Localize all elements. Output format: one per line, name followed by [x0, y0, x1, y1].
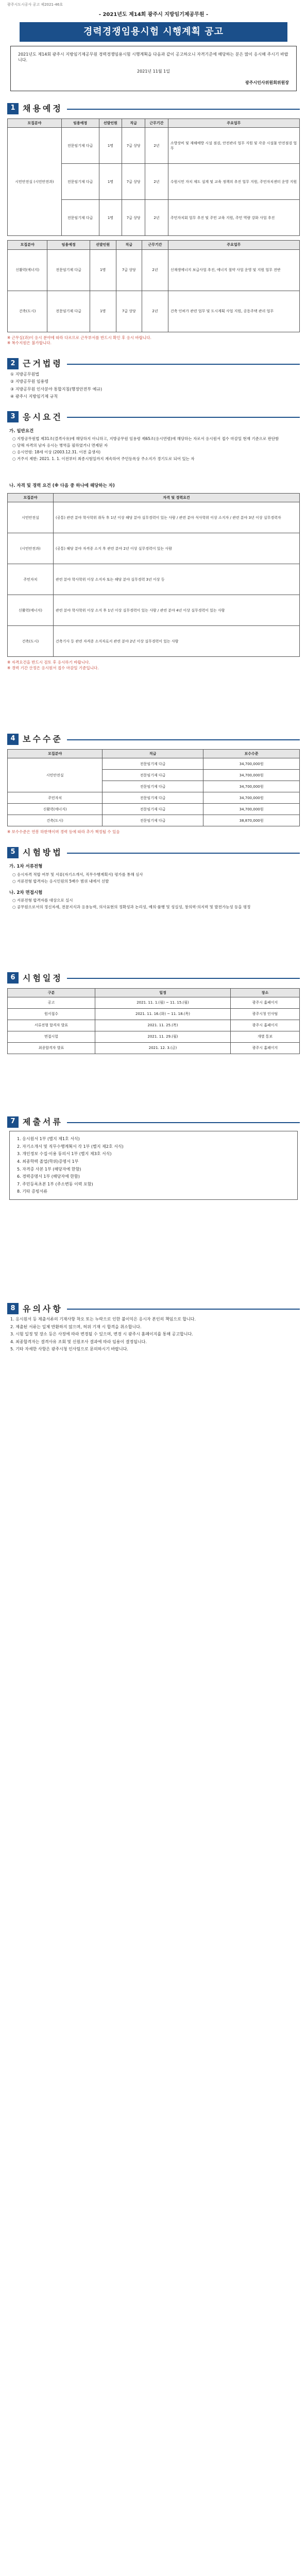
section-number: 5 — [7, 847, 19, 858]
table-cell: 신활력(에너지) — [8, 249, 47, 291]
table-header: 일정 — [95, 988, 230, 997]
intro-body: 2021년도 제14회 광주시 지방임기제공무원 경력경쟁임용시험 시행계획을 다음과 같이 공고하오니 자격기준에 해당하는 분은 많이 응시해 주시기 바랍니다. — [18, 52, 288, 63]
table-cell: 광주시 홈페이지 — [231, 1020, 300, 1031]
qualification-text: ○ 당해 자격의 남자 응시는 병역을 필하였거나 면제된 자 — [12, 443, 108, 448]
table-header: 임용예정 — [61, 119, 99, 128]
section-schedule — [7, 972, 300, 1054]
documents-box — [9, 1131, 298, 1200]
exam-text: ○ 응시자격 적합 여부 및 서류(자기소개서, 직무수행계획서) 평가를 통해 심사 — [12, 872, 143, 877]
qualification-text: ○ 거주지 제한: 2021. 1. 1. 이전부터 최종시험일까지 계속하여 주민등록상 주소지가 경기도로 되어 있는 자 — [12, 456, 195, 462]
table-cell: 전문임기제 다급 — [103, 770, 203, 781]
table-cell: 관련 분야 학사학위 이상 소지자 또는 해당 분야 실무경력 3년 이상 등 — [54, 564, 300, 595]
table-row — [8, 804, 300, 815]
table-cell: 전문임기제 다급 — [103, 792, 203, 804]
table-row — [8, 564, 300, 595]
table-cell: 2년 — [145, 200, 168, 236]
table-row — [8, 1008, 300, 1020]
section-title: 근거법령 — [23, 359, 63, 369]
salary-table — [7, 749, 300, 826]
notice-item: 2. 제출된 서류는 일체 반환하지 않으며, 허위 기재 시 합격을 취소합니다. — [10, 1324, 142, 1329]
table-cell: 1명 — [99, 128, 122, 164]
table-header: 주요업무 — [168, 241, 299, 249]
table-header: 직급 — [122, 119, 145, 128]
section-number: 8 — [7, 1303, 19, 1314]
table-cell: 주민자치 — [8, 564, 54, 595]
table-cell: 7급 상당 — [122, 200, 145, 236]
notice-item: 5. 기타 자세한 사항은 광주시청 인사팀으로 문의하시기 바랍니다. — [10, 1347, 128, 1352]
table-cell: 2021. 11. 25.(목) — [95, 1020, 230, 1031]
qualification-table — [7, 493, 300, 657]
table-cell: 전문임기제 다급 — [47, 291, 90, 332]
table-cell: 7급 상당 — [122, 164, 145, 200]
qualification-heading: 가. 일반요건 — [9, 429, 34, 434]
table-row — [8, 626, 300, 657]
table-header: 근무기간 — [142, 241, 168, 249]
table-cell: (공통) 해당 분야 자격증 소지 후 관련 분야 2년 이상 실무경력이 있는 사람 — [54, 533, 300, 564]
section-number: 1 — [7, 103, 19, 114]
table-row — [8, 792, 300, 804]
table-cell: 전문임기제 다급 — [103, 815, 203, 826]
table-cell: 7급 상당 — [116, 291, 142, 332]
table-cell: (시민안전과) — [8, 533, 54, 564]
top-caption: 광주시도시공사 공고 제2021-46호 — [7, 3, 63, 7]
exam-heading: 나. 2차 면접시험 — [9, 890, 43, 895]
table-cell: 2021. 11. 16.(화) ~ 11. 18.(목) — [95, 1008, 230, 1020]
section-recruit — [7, 103, 300, 346]
law-item: ① 지방공무원법 — [10, 371, 40, 377]
section-salary — [7, 733, 300, 835]
table-cell: 7급 상당 — [116, 249, 142, 291]
table-cell: 건축 인허가 관련 업무 및 도시계획 사업 지원, 공동주택 관리 업무 — [168, 291, 299, 332]
notice-item: 3. 시험 일정 및 장소 등은 사정에 따라 변경될 수 있으며, 변경 시 광주시 홈페이지를 통해 공고합니다. — [10, 1332, 193, 1337]
notice-subtitle: - 2021년도 제14회 광주시 지방임기제공무원 - — [98, 12, 209, 18]
notice-title: 경력경쟁임용시험 시행계획 공고 — [20, 22, 287, 42]
table-header: 모집분야 — [8, 241, 47, 249]
table-cell: 전문임기제 다급 — [61, 200, 99, 236]
recruit-table-2 — [7, 240, 300, 332]
table-cell: 38,870,000원 — [203, 815, 300, 826]
document-item: 7. 주민등록초본 1부 (주소변동 이력 포함) — [17, 1181, 93, 1187]
table-cell: 전문임기제 다급 — [61, 164, 99, 200]
table-cell: 개별 통보 — [231, 1031, 300, 1042]
qualification-text: ○ 지방공무원법 제31조(결격사유)에 해당하지 아니하고, 지방공무원 임용령 제65조(응시연령)에 해당하는 자로서 응시원서 접수 마감일 현재 기준으로 판단함 — [12, 436, 279, 442]
section-title: 보수수준 — [23, 734, 63, 744]
exam-text: ○ 서류전형 합격자를 대상으로 실시 — [12, 897, 73, 903]
table-cell: 전문임기제 다급 — [47, 249, 90, 291]
table-header: 자격 및 경력요건 — [54, 494, 300, 502]
section-qualification — [7, 411, 300, 671]
section-title: 응시요건 — [23, 412, 63, 422]
qualification-note: ※ 경력 기간 산정은 응시원서 접수 마감일 기준입니다. — [7, 666, 99, 671]
recruit-note: ※ 근무실(과)이 응시 분야에 따라 다르므로 근무부서를 반드시 확인 후 응시 바랍니다. — [7, 335, 151, 340]
table-cell: 전문임기제 다급 — [103, 758, 203, 770]
table-row — [8, 758, 300, 770]
table-row — [8, 997, 300, 1008]
table-cell: 광주시 홈페이지 — [231, 997, 300, 1008]
table-cell: 2년 — [145, 128, 168, 164]
table-cell: 광주시 홈페이지 — [231, 1042, 300, 1054]
qualification-text: ○ 응시연령: 18세 이상 (2003.12.31. 이전 출생자) — [12, 450, 101, 455]
table-cell: 원서접수 — [8, 1008, 95, 1020]
table-header: 구분 — [8, 988, 95, 997]
table-cell: 건축(도시) — [8, 291, 47, 332]
table-row — [8, 1020, 300, 1031]
section-title: 유의사항 — [23, 1303, 63, 1314]
table-cell: 시민안전실 — [8, 502, 54, 533]
table-header: 임용예정 — [47, 241, 90, 249]
table-row — [8, 291, 300, 332]
table-cell: 건축(도시) — [8, 626, 54, 657]
table-cell: 2년 — [145, 164, 168, 200]
exam-heading: 가. 1차 서류전형 — [9, 864, 43, 870]
table-cell: 7급 상당 — [122, 128, 145, 164]
table-cell: 34,700,000원 — [203, 804, 300, 815]
table-cell: 시민안전실 — [8, 758, 103, 792]
section-law — [7, 358, 300, 400]
table-cell: 1명 — [99, 200, 122, 236]
table-header: 모집분야 — [8, 119, 62, 128]
table-cell: 신재생에너지 보급사업 추진, 에너지 절약 사업 운영 및 지원 업무 전반 — [168, 249, 299, 291]
table-row — [8, 502, 300, 533]
document-item: 6. 경력증명서 1부 (해당자에 한함) — [17, 1174, 80, 1179]
table-cell: 2021. 12. 3.(금) — [95, 1042, 230, 1054]
table-cell: 건축기사 등 관련 자격증 소지자로서 관련 분야 2년 이상 실무경력이 있는 사람 — [54, 626, 300, 657]
table-cell: 1명 — [99, 164, 122, 200]
table-cell: 1명 — [90, 291, 116, 332]
table-cell: 시민안전실 (시민안전과) — [8, 128, 62, 236]
table-header: 보수수준 — [203, 750, 300, 758]
table-cell: 2021. 11. 1.(월) ~ 11. 15.(월) — [95, 997, 230, 1008]
table-header: 근무기간 — [145, 119, 168, 128]
table-header: 선발인원 — [90, 241, 116, 249]
table-cell: 광주시청 인사팀 — [231, 1008, 300, 1020]
table-header: 장소 — [231, 988, 300, 997]
law-item: ③ 지방공무원 인사분야 통합지침(행정안전부 예규) — [10, 386, 103, 392]
table-header: 모집분야 — [8, 494, 54, 502]
document-item: 4. 최종학력 졸업(학위)증명서 1부 — [17, 1159, 79, 1164]
table-cell: 신활력(에너지) — [8, 804, 103, 815]
table-cell: 건축(도시) — [8, 815, 103, 826]
qualification-heading: 나. 자격 및 경력 요건 (※ 다음 중 하나에 해당하는 자) — [9, 483, 115, 488]
table-header: 직급 — [116, 241, 142, 249]
intro-org: 광주시인사위원회위원장 — [245, 80, 289, 85]
section-title: 채용예정 — [23, 104, 63, 114]
salary-note: ※ 보수수준은 연봉 하한액이며 경력 등에 따라 추가 책정될 수 있음 — [7, 829, 120, 835]
document-item: 5. 자격증 사본 1부 (해당자에 한함) — [17, 1166, 81, 1172]
table-row — [8, 1042, 300, 1054]
recruit-table — [7, 118, 300, 236]
law-item: ② 지방공무원 임용령 — [10, 379, 49, 384]
table-cell: 전문임기제 다급 — [61, 128, 99, 164]
notice-item: 4. 최종합격자는 결격사유 조회 및 신원조사 결과에 따라 임용이 결정됩니다. — [10, 1339, 147, 1344]
table-row — [8, 128, 300, 164]
table-cell: 관련 분야 학사학위 이상 소지 후 1년 이상 실무경력이 있는 사람 / 관련 분야 4년 이상 실무경력이 있는 사람 — [54, 595, 300, 626]
section-number: 7 — [7, 1116, 19, 1128]
law-item: ④ 광주시 지방임기제 규칙 — [10, 394, 58, 399]
document-item: 1. 응시원서 1부 (별지 제1호 서식) — [17, 1137, 80, 1142]
table-cell: 수원시민 자치 제도 설계 및 교육 정책의 추진 업무 지원, 주민자치센터 운영 지원 — [168, 164, 299, 200]
table-header: 직급 — [103, 750, 203, 758]
table-cell: 2년 — [142, 291, 168, 332]
schedule-table — [7, 988, 300, 1054]
table-row — [8, 595, 300, 626]
document-item: 8. 기타 증빙서류 — [17, 1189, 48, 1194]
section-number: 3 — [7, 411, 19, 422]
document-item: 2. 자기소개서 및 직무수행계획서 각 1부 (별지 제2호 서식) — [17, 1144, 124, 1149]
table-cell: 전문임기제 다급 — [103, 804, 203, 815]
notice-item: 1. 응시원서 등 제출서류의 기재사항 착오 또는 누락으로 인한 불이익은 응시자 본인의 책임으로 합니다. — [10, 1317, 196, 1322]
section-number: 2 — [7, 358, 19, 369]
table-row — [8, 533, 300, 564]
table-header: 선발인원 — [99, 119, 122, 128]
table-row — [8, 249, 300, 291]
table-cell: 2년 — [142, 249, 168, 291]
table-cell: 서류전형 합격자 발표 — [8, 1020, 95, 1031]
table-row — [8, 815, 300, 826]
table-header: 주요업무 — [168, 119, 299, 128]
qualification-note: ※ 자격요건을 반드시 검토 후 응시하기 바랍니다. — [7, 660, 90, 665]
table-row — [8, 1031, 300, 1042]
table-cell: 전문임기제 다급 — [103, 781, 203, 792]
section-number: 6 — [7, 972, 19, 984]
table-cell: 2021. 11. 29.(월) — [95, 1031, 230, 1042]
table-cell: (공통) 관련 분야 학사학위 취득 후 1년 이상 해당 분야 실무경력이 있는 사람 / 관련 분야 석사학위 이상 소지자 / 관련 분야 3년 이상 실무경력자 — [54, 502, 300, 533]
table-cell: 신활력(에너지) — [8, 595, 54, 626]
table-cell: 주민자치 — [8, 792, 103, 804]
table-cell: 소방장비 및 재해예방 시설 점검, 안전관리 업무 지원 및 각종 시설물 안전점검 업무 — [168, 128, 299, 164]
table-cell: 34,700,000원 — [203, 770, 300, 781]
table-cell: 34,700,000원 — [203, 792, 300, 804]
section-documents — [7, 1116, 300, 1200]
section-exam-method — [7, 846, 300, 910]
exam-text: ○ 서류전형 합격자는 응시인원의 5배수 범위 내에서 선발 — [12, 878, 109, 884]
intro-date: 2021년 11월 1일 — [137, 69, 170, 74]
table-cell: 공고 — [8, 997, 95, 1008]
section-number: 4 — [7, 734, 19, 745]
section-title: 시험방법 — [23, 848, 63, 858]
table-cell: 34,700,000원 — [203, 758, 300, 770]
section-title: 시험일정 — [23, 973, 63, 983]
table-cell: 1명 — [90, 249, 116, 291]
section-notices — [7, 1303, 300, 1352]
intro-box — [10, 46, 297, 91]
recruit-note: ※ 복수지원은 불가합니다. — [7, 341, 52, 346]
table-cell: 면접시험 — [8, 1031, 95, 1042]
table-cell: 최종합격자 발표 — [8, 1042, 95, 1054]
document-item: 3. 개인정보 수집·이용 동의서 1부 (별지 제3호 서식) — [17, 1151, 112, 1157]
table-header: 모집분야 — [8, 750, 103, 758]
exam-text: ○ 공무원으로서의 정신자세, 전문지식과 응용능력, 의사표현의 정확성과 논리성, 예의·품행 및 성실성, 창의력·의지력 및 발전가능성 등을 평정 — [12, 904, 251, 909]
section-title: 제출서류 — [23, 1116, 63, 1127]
table-cell: 주민자치회 업무 추진 및 주민 교육 지원, 주민 역량 강화 사업 추진 — [168, 200, 299, 236]
table-cell: 34,700,000원 — [203, 781, 300, 792]
